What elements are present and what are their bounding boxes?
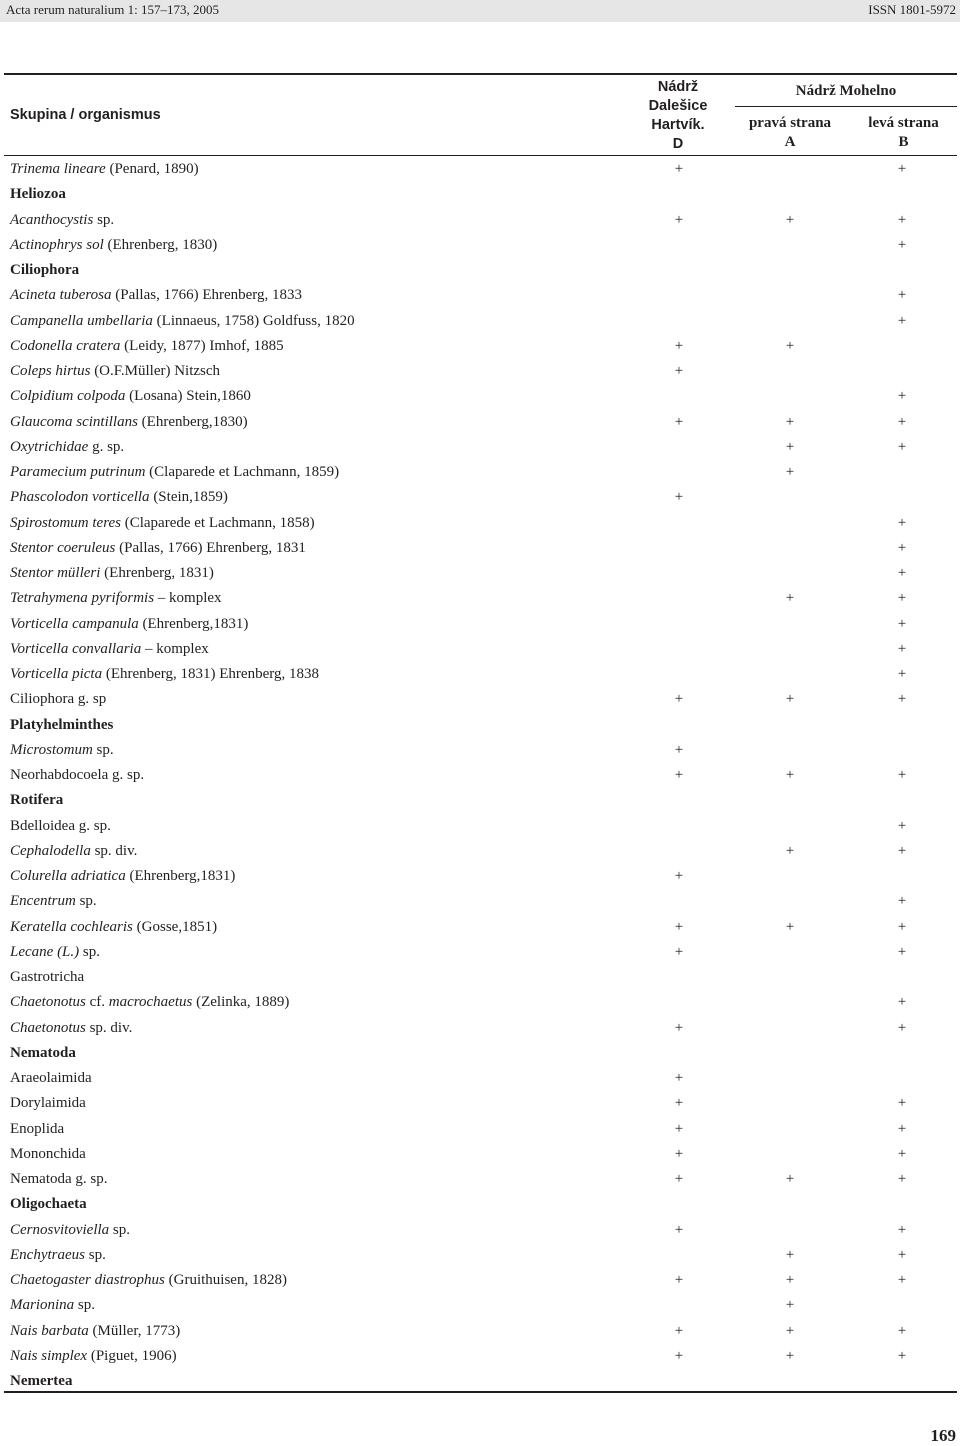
table-row [0, 410, 960, 435]
presence-mark-d: + [674, 1070, 684, 1086]
organism-name [10, 561, 214, 586]
header-line: B [898, 134, 909, 150]
presence-mark-d: + [674, 413, 684, 430]
organism-name [10, 334, 284, 359]
table-row [0, 1268, 960, 1293]
presence-mark-b: + [897, 565, 907, 581]
taxon-text: (Ehrenberg, 1831) Ehrenberg, 1838 [102, 666, 319, 682]
table-row [0, 990, 960, 1015]
presence-mark-a: + [785, 1322, 795, 1339]
presence-mark-a: + [785, 464, 795, 480]
column-header-mohelno: Nádrž Mohelno [795, 83, 897, 99]
taxon-italic: Coleps hirtus [10, 363, 91, 379]
presence-mark-a: + [785, 842, 795, 859]
taxon-italic: Acanthocystis [10, 211, 94, 228]
table-body [0, 157, 960, 1394]
table-row [0, 1066, 960, 1091]
presence-mark-d: + [674, 363, 684, 379]
presence-mark-a: + [785, 1171, 795, 1187]
organism-name [10, 1066, 92, 1091]
table-row [0, 687, 960, 712]
table-row [0, 586, 960, 611]
taxon-italic: Paramecium putrinum [10, 464, 146, 480]
presence-mark-d: + [674, 918, 684, 935]
taxon-text: Dorylaimida [10, 1095, 86, 1112]
taxon-italic: Encentrum [10, 893, 76, 910]
table-row [0, 1016, 960, 1041]
organism-name [10, 687, 106, 712]
taxon-italic: Keratella cochlearis [10, 918, 133, 935]
header-line: pravá strana [748, 115, 832, 131]
taxon-text: – komplex [154, 590, 222, 607]
header-line: levá strana [868, 115, 939, 131]
presence-mark-b: + [897, 1221, 907, 1238]
table-row [0, 233, 960, 258]
taxon-text: (Leidy, 1877) Imhof, 1885 [120, 337, 284, 354]
presence-mark-a: + [785, 438, 795, 455]
table-row [0, 1243, 960, 1268]
taxon-text: (Ehrenberg, 1831) [100, 565, 214, 581]
presence-mark-b: + [897, 893, 907, 910]
presence-mark-b: + [897, 211, 907, 228]
group-name [10, 713, 113, 738]
taxon-text: sp. [75, 893, 97, 910]
taxon-text: cf. [85, 994, 109, 1011]
table-row [0, 561, 960, 586]
taxon-text: (Zelinka, 1889) [192, 994, 290, 1011]
organism-name [10, 208, 114, 233]
taxon-italic: Spirostomum teres [10, 514, 121, 531]
table-row [0, 1091, 960, 1116]
presence-mark-b: + [897, 161, 907, 177]
presence-mark-d: + [674, 868, 684, 884]
presence-mark-b: + [897, 994, 907, 1011]
table-group-row [0, 788, 960, 813]
organism-name [10, 309, 355, 334]
taxon-text: sp. [92, 741, 114, 758]
header-line: Dalešice [648, 98, 708, 114]
presence-mark-b: + [897, 666, 907, 682]
presence-mark-b: + [897, 691, 907, 708]
taxon-italic: Codonella cratera [10, 337, 121, 354]
presence-mark-b: + [897, 1095, 907, 1112]
presence-mark-b: + [897, 640, 907, 657]
taxon-italic: Glaucoma scintillans [10, 413, 138, 430]
presence-mark-b: + [897, 1347, 907, 1364]
organism-name [10, 384, 251, 409]
presence-mark-a: + [785, 1347, 795, 1364]
group-name [10, 258, 79, 283]
taxon-italic: Nais simplex [10, 1347, 88, 1364]
presence-mark-b: + [897, 1322, 907, 1339]
table-row [0, 763, 960, 788]
presence-mark-b: + [897, 1019, 907, 1036]
presence-mark-a: + [785, 413, 795, 430]
presence-mark-b: + [897, 842, 907, 859]
table-row [0, 435, 960, 460]
taxon-text: Rotifera [10, 792, 64, 809]
table-row [0, 965, 960, 990]
taxon-italic: Vorticella picta [10, 666, 103, 682]
organism-name [10, 839, 137, 864]
taxon-text: (Ehrenberg,1831) [125, 868, 236, 884]
taxon-italic: Trinema lineare [10, 161, 106, 177]
group-name [10, 1192, 87, 1217]
taxon-italic: Oxytrichidae [10, 438, 89, 455]
taxon-text: sp. div. [90, 842, 138, 859]
taxon-text: (Penard, 1890) [105, 161, 199, 177]
taxon-text: Nemertea [10, 1373, 73, 1389]
taxon-italic: Chaetonotus [10, 994, 86, 1011]
taxon-text: (Ehrenberg, 1830) [103, 236, 218, 253]
taxon-italic: Campanella umbellaria [10, 312, 153, 329]
presence-mark-a: + [785, 767, 795, 783]
presence-mark-b: + [897, 312, 907, 329]
taxon-text: (Pallas, 1766) Ehrenberg, 1833 [111, 287, 303, 304]
header-line: A [784, 134, 796, 150]
taxon-text: (Pallas, 1766) Ehrenberg, 1831 [115, 539, 306, 556]
organism-name [10, 612, 248, 637]
header-line: D [672, 136, 684, 152]
presence-mark-d: + [674, 1272, 684, 1288]
presence-mark-d: + [674, 489, 684, 506]
taxon-text: (Losana) Stein,1860 [125, 388, 251, 405]
taxon-italic: Lecane (L.) [10, 943, 80, 960]
running-head [0, 0, 960, 22]
presence-mark-a: + [785, 211, 795, 228]
taxon-text: Platyhelminthes [10, 716, 114, 733]
table-row [0, 485, 960, 510]
table-group-row [0, 1041, 960, 1066]
table-row [0, 915, 960, 940]
taxon-text: (Ehrenberg,1830) [137, 413, 248, 430]
group-name [10, 788, 63, 813]
table-row [0, 1344, 960, 1369]
taxon-italic: Chaetogaster diastrophus [10, 1272, 165, 1288]
table-group-row [0, 1369, 960, 1394]
taxon-italic: Actinophrys sol [10, 236, 104, 253]
presence-mark-d: + [674, 1171, 684, 1187]
taxon-text: Heliozoa [10, 186, 66, 203]
table-row [0, 1142, 960, 1167]
taxon-text: (O.F.Müller) Nitzsch [90, 363, 221, 379]
table-row [0, 359, 960, 384]
organism-name [10, 359, 220, 384]
taxon-italic: Chaetonotus [10, 1019, 86, 1036]
taxon-italic: Colpidium colpoda [10, 388, 126, 405]
table-row [0, 662, 960, 687]
organism-name [10, 965, 84, 990]
organism-name [10, 157, 199, 182]
organism-name [10, 485, 228, 510]
taxon-text: Ciliophora [10, 262, 80, 278]
column-header-dalesice [630, 78, 726, 154]
taxon-text: sp. [93, 211, 115, 228]
taxon-italic: Acineta tuberosa [10, 287, 112, 304]
presence-mark-b: + [897, 236, 907, 253]
table-group-row [0, 713, 960, 738]
organism-name [10, 763, 144, 788]
table-row [0, 1319, 960, 1344]
taxon-text: (Claparede et Lachmann, 1859) [145, 464, 340, 480]
organism-name [10, 283, 302, 308]
presence-mark-b: + [897, 1246, 907, 1263]
table-row [0, 511, 960, 536]
taxon-italic: Marionina [10, 1297, 75, 1314]
organism-name [10, 814, 111, 839]
table-group-row [0, 1192, 960, 1217]
taxon-italic: Cephalodella [10, 842, 91, 859]
table-row [0, 283, 960, 308]
taxon-text: Gastrotricha [10, 969, 85, 985]
taxon-text: sp. [84, 1246, 106, 1263]
taxon-italic: Colurella adriatica [10, 868, 126, 884]
table-row [0, 814, 960, 839]
taxon-text: Bdelloidea g. sp. [10, 817, 111, 834]
presence-mark-b: + [897, 514, 907, 531]
taxon-italic: Tetrahymena pyriformis [10, 590, 155, 607]
organism-name [10, 1117, 64, 1142]
table-row [0, 1117, 960, 1142]
taxon-italic: Stentor coeruleus [10, 539, 116, 556]
presence-mark-a: + [785, 337, 795, 354]
table-header-rule [4, 155, 957, 156]
taxon-italic: Microstomum [10, 741, 93, 758]
presence-mark-b: + [897, 1272, 907, 1288]
table-row [0, 157, 960, 182]
taxon-text: – komplex [141, 640, 209, 657]
organism-name [10, 940, 100, 965]
presence-mark-d: + [674, 211, 684, 228]
table-row [0, 940, 960, 965]
taxon-text: (Linnaeus, 1758) Goldfuss, 1820 [152, 312, 355, 329]
presence-mark-a: + [785, 1297, 795, 1314]
presence-mark-b: + [897, 1171, 907, 1187]
presence-mark-d: + [674, 1347, 684, 1364]
organism-name [10, 511, 315, 536]
taxon-italic: Vorticella convallaria [10, 640, 142, 657]
presence-mark-d: + [674, 161, 684, 177]
taxon-italic: Cernosvitoviella [10, 1221, 110, 1238]
taxon-text: (Ehrenberg,1831) [138, 615, 249, 632]
table-row [0, 1293, 960, 1318]
presence-mark-d: + [674, 1145, 684, 1162]
organism-name [10, 1243, 106, 1268]
taxon-italic: Phascolodon vorticella [10, 489, 150, 506]
taxon-text: (Gosse,1851) [132, 918, 218, 935]
taxon-italic: Enchytraeus [10, 1246, 85, 1263]
table-group-row [0, 258, 960, 283]
table-row [0, 864, 960, 889]
presence-mark-b: + [897, 1145, 907, 1162]
organism-name [10, 435, 124, 460]
organism-name [10, 233, 217, 258]
organism-name [10, 1142, 86, 1167]
organism-name [10, 586, 222, 611]
taxon-text: Ciliophora g. sp [10, 691, 107, 708]
group-name [10, 182, 66, 207]
taxon-text: Mononchida [10, 1145, 86, 1162]
table-row [0, 612, 960, 637]
taxon-text: (Gruithuisen, 1828) [164, 1272, 287, 1288]
organism-name [10, 410, 248, 435]
journal-citation: Acta rerum naturalium 1: 157–173, 2005 [6, 2, 220, 17]
presence-mark-d: + [674, 691, 684, 708]
organism-name [10, 1344, 177, 1369]
presence-mark-b: + [897, 413, 907, 430]
presence-mark-d: + [674, 767, 684, 783]
table-row [0, 637, 960, 662]
presence-mark-d: + [674, 1120, 684, 1137]
organism-name [10, 915, 217, 940]
header-line: Nádrž [657, 79, 699, 95]
presence-mark-b: + [897, 817, 907, 834]
taxon-text: g. sp. [88, 438, 125, 455]
presence-mark-b: + [897, 767, 907, 783]
presence-mark-b: + [897, 388, 907, 405]
presence-mark-a: + [785, 590, 795, 607]
taxon-text: (Claparede et Lachmann, 1858) [120, 514, 315, 531]
taxon-text: sp. div. [85, 1019, 133, 1036]
page-number: 169 [930, 1426, 956, 1445]
taxon-text: sp. [79, 943, 100, 960]
taxon-italic: Nais barbata [10, 1322, 89, 1339]
presence-mark-b: + [897, 943, 907, 960]
presence-mark-d: + [674, 1019, 684, 1036]
presence-mark-b: + [897, 539, 907, 556]
presence-mark-d: + [674, 337, 684, 354]
organism-name [10, 1319, 180, 1344]
taxon-text: (Müller, 1773) [88, 1322, 181, 1339]
organism-name [10, 637, 209, 662]
taxon-text: Neorhabdocoela g. sp. [10, 767, 145, 783]
organism-name [10, 1167, 107, 1192]
organism-name [10, 536, 306, 561]
table-row [0, 334, 960, 359]
organism-name [10, 990, 289, 1015]
presence-mark-b: + [897, 1120, 907, 1137]
taxon-italic: Stentor mülleri [10, 565, 101, 581]
table-row [0, 1167, 960, 1192]
taxon-italic: macrochaetus [108, 994, 193, 1011]
presence-mark-d: + [674, 1221, 684, 1238]
taxon-text: Nematoda g. sp. [10, 1171, 108, 1187]
taxon-text: Nematoda [10, 1044, 76, 1061]
presence-mark-a: + [785, 691, 795, 708]
organism-name [10, 1091, 86, 1116]
column-header-leva-strana [850, 114, 957, 152]
taxon-text: sp. [74, 1297, 96, 1314]
group-name [10, 1369, 72, 1394]
presence-mark-b: + [897, 438, 907, 455]
taxon-text: Enoplida [10, 1120, 65, 1137]
organism-name [10, 1218, 130, 1243]
organism-name [10, 1016, 132, 1041]
group-name [10, 1041, 76, 1066]
presence-mark-a: + [785, 1246, 795, 1263]
presence-mark-b: + [897, 287, 907, 304]
table-row [0, 208, 960, 233]
table-row [0, 536, 960, 561]
table-row [0, 839, 960, 864]
table-row [0, 309, 960, 334]
organism-name [10, 889, 97, 914]
mohelno-underline [735, 106, 957, 107]
presence-mark-d: + [674, 1322, 684, 1339]
presence-mark-d: + [674, 741, 684, 758]
taxon-text: Oligochaeta [10, 1196, 87, 1213]
presence-mark-a: + [785, 1272, 795, 1288]
table-row [0, 1218, 960, 1243]
presence-mark-d: + [674, 1095, 684, 1112]
organism-name [10, 662, 319, 687]
organism-name [10, 864, 235, 889]
presence-mark-a: + [785, 918, 795, 935]
taxon-text: Araeolaimida [10, 1070, 92, 1086]
organism-name [10, 460, 339, 485]
table-group-row [0, 182, 960, 207]
taxon-text: (Stein,1859) [149, 489, 228, 506]
presence-mark-b: + [897, 590, 907, 607]
organism-name [10, 1293, 95, 1318]
issn: ISSN 1801-5972 [868, 2, 956, 17]
header-line: Hartvík. [651, 117, 705, 133]
taxon-italic: Vorticella campanula [10, 615, 139, 632]
table-row [0, 738, 960, 763]
column-header-prava-strana [735, 114, 845, 152]
table-row [0, 460, 960, 485]
presence-mark-d: + [674, 943, 684, 960]
table-row [0, 889, 960, 914]
presence-mark-b: + [897, 615, 907, 632]
organism-name [10, 738, 114, 763]
presence-mark-b: + [897, 918, 907, 935]
column-header-group: Skupina / organismus [10, 107, 161, 123]
table-top-rule [4, 73, 957, 75]
table-row [0, 384, 960, 409]
organism-name [10, 1268, 287, 1293]
taxon-text: sp. [109, 1221, 130, 1238]
taxon-text: (Piguet, 1906) [87, 1347, 177, 1364]
